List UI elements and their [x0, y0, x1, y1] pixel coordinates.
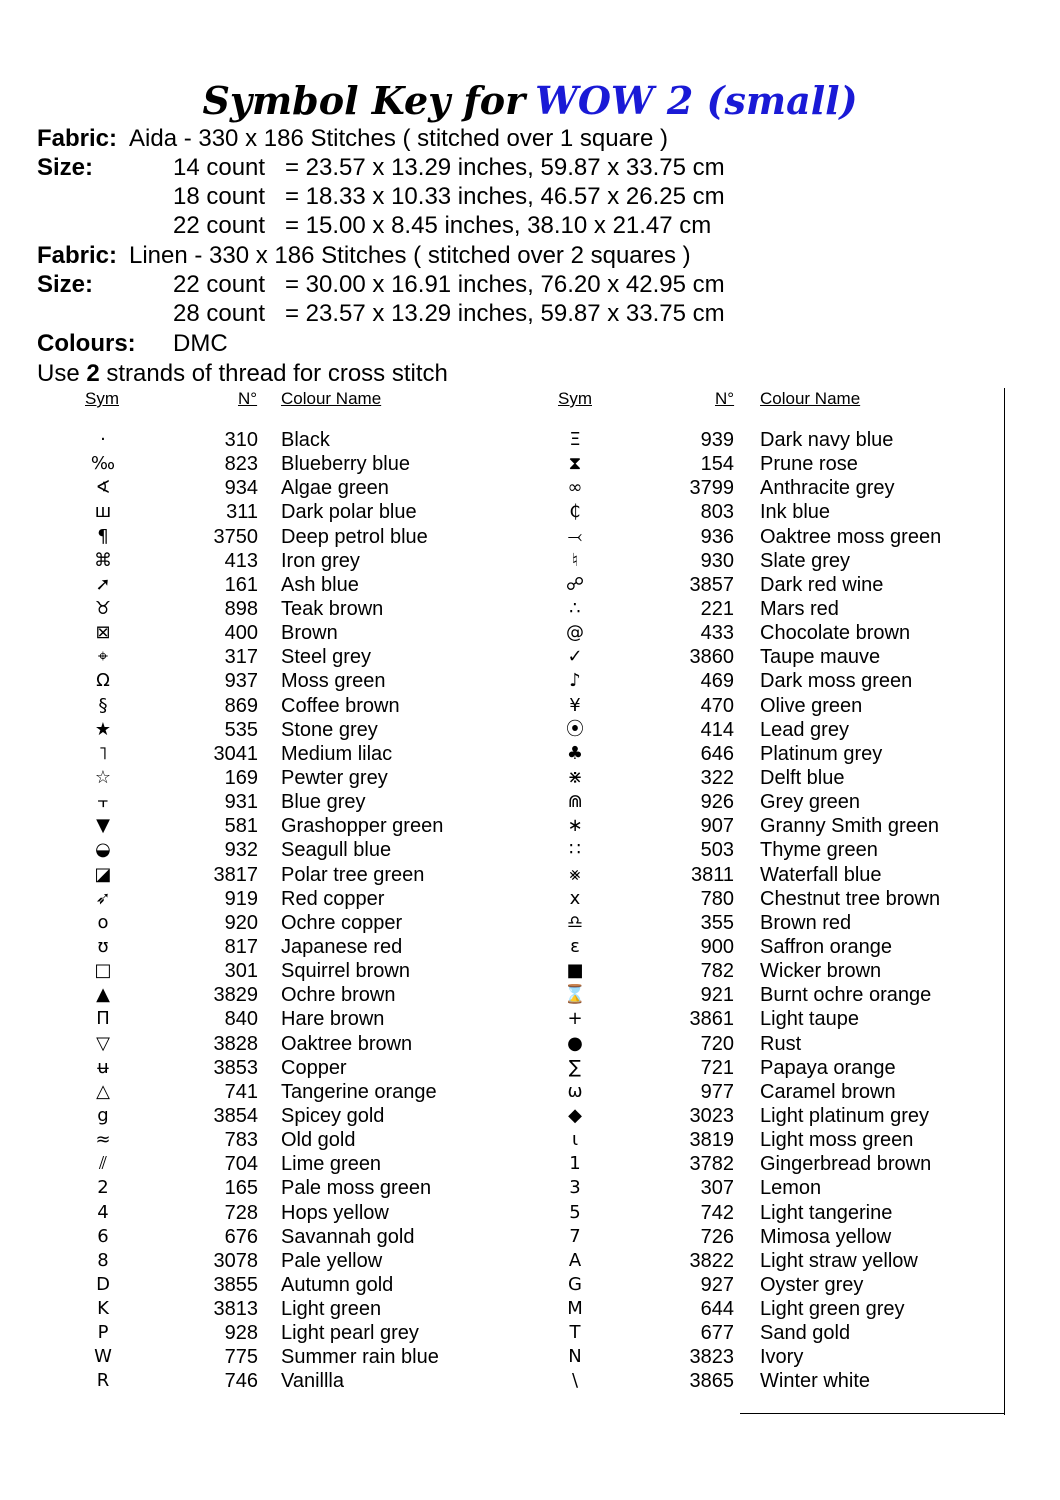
stitch-symbol: ☍ — [565, 573, 585, 595]
dmc-number: 840 — [224, 1008, 258, 1031]
dmc-number: 677 — [700, 1322, 734, 1345]
colour-name: Steel grey — [281, 646, 372, 669]
dmc-number: 900 — [700, 935, 734, 958]
stitch-symbol: ☆ — [94, 766, 112, 788]
dmc-number: 3813 — [213, 1298, 258, 1321]
stitch-symbol: ♪ — [569, 670, 581, 692]
dmc-number: 3865 — [689, 1370, 734, 1393]
colour-name: Sand gold — [760, 1322, 851, 1345]
colour-name: Ochre copper — [281, 911, 403, 934]
stitch-symbol: ˥ — [98, 742, 108, 764]
dmc-number: 3817 — [213, 863, 258, 886]
stitch-symbol: 2 — [97, 1177, 109, 1199]
colour-name: Mimosa yellow — [760, 1225, 892, 1248]
colour-name: Copper — [281, 1056, 347, 1079]
colour-name: Caramel brown — [760, 1080, 896, 1103]
dmc-number: 721 — [700, 1056, 734, 1079]
colour-name: Waterfall blue — [760, 863, 882, 886]
colour-name: Summer rain blue — [281, 1346, 439, 1369]
stitch-symbol: ★ — [94, 718, 112, 740]
dmc-number: 307 — [700, 1177, 734, 1200]
left-header-sym: Sym — [85, 389, 119, 408]
dmc-number: 3854 — [213, 1104, 258, 1127]
colour-name: Lime green — [281, 1153, 382, 1176]
colour-name: Algae green — [281, 477, 389, 500]
stitch-symbol: ♮ — [571, 549, 579, 571]
stitch-symbol: ■ — [566, 960, 584, 982]
stitch-symbol: ш — [94, 501, 112, 523]
fabric-aida-line — [37, 124, 668, 153]
dmc-number: 977 — [700, 1080, 734, 1103]
stitch-symbol: G — [568, 1273, 582, 1295]
colour-name: Vanillla — [281, 1370, 344, 1393]
colour-name: Oaktree brown — [281, 1032, 413, 1055]
dmc-number: 783 — [224, 1129, 258, 1152]
colour-name: Black — [281, 429, 330, 451]
dmc-number: 746 — [224, 1370, 258, 1393]
stitch-symbol: ∞ — [567, 477, 583, 499]
colour-name: Gingerbread brown — [760, 1153, 932, 1176]
stitch-symbol: ➚ — [95, 573, 111, 595]
size-dims: = 23.57 x 13.29 inches, 59.87 x 33.75 cm — [285, 154, 725, 181]
stitch-symbol: ε — [570, 935, 580, 957]
dmc-number: 919 — [224, 887, 258, 910]
size-count: 14 count — [173, 154, 266, 181]
dmc-number: 780 — [700, 887, 734, 910]
size-count: 22 count — [173, 271, 266, 298]
stitch-symbol: ⌖ — [97, 646, 109, 668]
dmc-number: 169 — [224, 766, 258, 789]
title-prefix: Symbol Key for — [202, 78, 526, 123]
dmc-number: 720 — [700, 1032, 734, 1055]
colour-name: Ivory — [760, 1346, 804, 1369]
left-header-num: N° — [238, 389, 258, 408]
colour-name: Light green grey — [760, 1298, 905, 1321]
colours-label: Colours: — [37, 330, 136, 357]
colour-name: Dark red wine — [760, 573, 884, 596]
fabric-aida-text: Aida - 330 x 186 Stitches ( stitched over 1 square ) — [129, 125, 668, 152]
dmc-number: 503 — [700, 839, 734, 862]
stitch-symbol: △ — [96, 1080, 110, 1102]
stitch-symbol: 7 — [569, 1225, 581, 1247]
dmc-number: 3829 — [213, 984, 258, 1007]
size-count: 28 count — [173, 300, 266, 327]
stitch-symbol: W — [94, 1346, 112, 1368]
colour-name: Oaktree moss green — [760, 525, 942, 548]
stitch-symbol: ‰ — [90, 453, 116, 475]
right-header-num: N° — [715, 389, 735, 408]
dmc-number: 932 — [224, 839, 258, 862]
stitch-symbol: ∢ — [95, 477, 111, 499]
stitch-symbol: P — [97, 1322, 109, 1344]
dmc-number: 311 — [226, 501, 258, 524]
size-dims: = 15.00 x 8.45 inches, 38.10 x 21.47 cm — [285, 212, 712, 239]
colour-name: Wicker brown — [760, 960, 882, 983]
stitch-symbol: o — [97, 911, 109, 933]
right-header-sym: Sym — [558, 389, 592, 408]
stitch-symbol: ≈ — [95, 1129, 111, 1151]
stitch-symbol: @ — [566, 622, 584, 644]
stitch-symbol: T — [569, 1322, 581, 1344]
stitch-symbol: ♉ — [94, 597, 112, 619]
colour-name: Teak brown — [281, 597, 384, 620]
stitch-symbol: ∗ — [567, 815, 583, 837]
colour-name: Stone grey — [281, 718, 378, 741]
dmc-number: 937 — [224, 670, 258, 693]
stitch-symbol: Π — [96, 1008, 110, 1030]
stitch-symbol: g — [97, 1104, 109, 1126]
dmc-number: 726 — [700, 1225, 734, 1248]
stitch-symbol: 8 — [97, 1249, 109, 1271]
colour-name: Squirrel brown — [281, 960, 410, 983]
stitch-symbol: D — [96, 1273, 110, 1295]
dmc-number: 741 — [224, 1080, 258, 1103]
colour-name: Burnt ochre orange — [760, 984, 932, 1007]
stitch-symbol: \ — [571, 1370, 579, 1392]
stitch-symbol: ▽ — [96, 1032, 110, 1054]
stitch-symbol: R — [96, 1370, 110, 1392]
size-linen-line-1 — [37, 270, 725, 299]
stitch-symbol: M — [567, 1298, 583, 1320]
stitch-symbol: 5 — [569, 1201, 581, 1223]
bottom-border-line — [740, 1413, 1005, 1414]
stitch-symbol: ω — [567, 1080, 583, 1102]
colour-name: Ochre brown — [281, 984, 396, 1007]
colour-name: Saffron orange — [760, 935, 892, 958]
stitch-symbol: ▼ — [96, 815, 110, 837]
dmc-number: 535 — [224, 718, 258, 741]
colour-name: Spicey gold — [281, 1104, 385, 1127]
stitch-symbol: § — [98, 694, 108, 716]
right-border-line — [1004, 388, 1005, 1415]
stitch-symbol: ʉ — [97, 1056, 109, 1078]
dmc-number: 927 — [700, 1273, 734, 1296]
dmc-number: 907 — [700, 815, 734, 838]
dmc-number: 3828 — [213, 1032, 258, 1055]
stitch-symbol: Ξ — [569, 429, 581, 450]
dmc-number: 317 — [224, 646, 258, 669]
stitch-symbol: ₵ — [569, 501, 581, 523]
stitch-symbol: Ω — [96, 670, 110, 692]
dmc-number: 869 — [224, 694, 258, 717]
stitch-symbol: ➶ — [95, 887, 111, 909]
dmc-number: 742 — [700, 1201, 734, 1224]
size-dims: = 23.57 x 13.29 inches, 59.87 x 33.75 cm — [285, 300, 725, 327]
stitch-symbol: + — [567, 1008, 583, 1030]
colour-name: Light tangerine — [760, 1201, 893, 1224]
stitch-symbol: ⋒ — [567, 791, 583, 813]
strands-pre: Use — [37, 360, 87, 387]
size-label: Size: — [37, 154, 94, 181]
dmc-number: 939 — [700, 429, 734, 451]
dmc-number: 782 — [700, 960, 734, 983]
dmc-number: 3041 — [213, 742, 258, 765]
dmc-number: 803 — [700, 501, 734, 524]
stitch-symbol: ¥ — [569, 694, 581, 716]
strands-line — [37, 359, 448, 388]
colour-name: Red copper — [281, 887, 385, 910]
colour-name: Oyster grey — [760, 1273, 864, 1296]
colour-name: Iron grey — [281, 549, 360, 572]
stitch-symbol: ⌛ — [563, 984, 587, 1006]
dmc-number: 433 — [700, 622, 734, 645]
size-aida-line-1 — [37, 153, 725, 182]
dmc-number: 920 — [224, 911, 258, 934]
colour-name: Grey green — [760, 791, 861, 814]
dmc-number: 154 — [700, 453, 734, 476]
dmc-number: 3860 — [689, 646, 734, 669]
stitch-symbol: ⧗ — [568, 453, 582, 475]
colour-name: Pale yellow — [281, 1249, 383, 1272]
colour-name: Light green — [281, 1298, 382, 1321]
dmc-number: 3855 — [213, 1273, 258, 1296]
colour-name: Light straw yellow — [760, 1249, 918, 1272]
dmc-number: 3023 — [689, 1104, 734, 1127]
dmc-number: 355 — [700, 911, 734, 934]
colour-name: Pale moss green — [281, 1177, 432, 1200]
colour-name: Light moss green — [760, 1129, 914, 1152]
colour-name: Ash blue — [281, 573, 359, 596]
dmc-number: 3861 — [689, 1008, 734, 1031]
stitch-symbol: 4 — [97, 1201, 109, 1223]
colour-name: Lemon — [760, 1177, 822, 1200]
colour-name: Savannah gold — [281, 1225, 415, 1248]
size-dims: = 30.00 x 16.91 inches, 76.20 x 42.95 cm — [285, 271, 725, 298]
dmc-number: 165 — [224, 1177, 258, 1200]
colour-name: Dark moss green — [760, 670, 913, 693]
stitch-symbol: K — [97, 1298, 109, 1320]
dmc-number: 898 — [224, 597, 258, 620]
colour-name: Mars red — [760, 597, 839, 620]
dmc-number: 469 — [700, 670, 734, 693]
size-count: 18 count — [173, 183, 266, 210]
dmc-number: 414 — [700, 718, 734, 741]
colour-name: Autumn gold — [281, 1273, 394, 1296]
colour-name: Blueberry blue — [281, 453, 410, 476]
colours-line — [37, 329, 228, 358]
colour-name: Coffee brown — [281, 694, 400, 717]
dmc-number: 221 — [700, 597, 734, 620]
stitch-symbol: ʊ — [97, 935, 109, 957]
colour-name: Light taupe — [760, 1008, 859, 1031]
dmc-number: 817 — [224, 935, 258, 958]
stitch-symbol: ⤙ — [567, 525, 583, 547]
dmc-number: 3853 — [213, 1056, 258, 1079]
colour-name: Thyme green — [760, 839, 878, 862]
colour-name: Slate grey — [760, 549, 851, 572]
colour-name: Platinum grey — [760, 742, 883, 765]
colour-name: Prune rose — [760, 453, 858, 476]
stitch-symbol: ♎ — [566, 911, 584, 933]
stitch-symbol: ◆ — [568, 1104, 582, 1126]
stitch-symbol: ⦿ — [566, 718, 584, 740]
stitch-symbol: □ — [94, 960, 112, 982]
stitch-symbol: ⌘ — [94, 549, 112, 571]
dmc-number: 322 — [700, 766, 734, 789]
colour-name: Anthracite grey — [760, 477, 895, 500]
stitch-symbol: ♣ — [566, 742, 584, 764]
colour-name: Lead grey — [760, 718, 849, 741]
size-label: Size: — [37, 271, 94, 298]
colour-name: Ink blue — [760, 501, 831, 524]
stitch-symbol: ¶ — [97, 525, 109, 547]
stitch-symbol: 6 — [97, 1225, 109, 1247]
stitch-symbol: · — [100, 429, 106, 450]
dmc-number: 930 — [700, 549, 734, 572]
colour-name: Rust — [760, 1032, 802, 1055]
dmc-number: 3811 — [690, 863, 734, 886]
dmc-number: 3078 — [213, 1249, 258, 1272]
dmc-number: 728 — [224, 1201, 258, 1224]
dmc-number: 823 — [224, 453, 258, 476]
colour-name: Chocolate brown — [760, 622, 911, 645]
stitch-symbol: ◒ — [95, 839, 111, 861]
dmc-number: 161 — [224, 573, 258, 596]
dmc-number: 928 — [224, 1322, 258, 1345]
dmc-number: 581 — [224, 815, 258, 838]
title-pattern-name: WOW 2 (small) — [535, 78, 858, 123]
colour-name: Medium lilac — [281, 742, 393, 765]
right-header-name: Colour Name — [760, 389, 861, 408]
stitch-symbol: A — [568, 1249, 582, 1271]
dmc-number: 3799 — [689, 477, 734, 500]
dmc-number: 301 — [224, 960, 258, 983]
stitch-symbol: ⋇ — [567, 766, 583, 788]
colour-name: Delft blue — [760, 766, 845, 789]
fabric-label: Fabric: — [37, 125, 118, 152]
stitch-symbol: ⫽ — [98, 1153, 108, 1175]
colour-name: Brown — [281, 622, 338, 645]
dmc-number: 3782 — [689, 1153, 734, 1176]
colour-name: Taupe mauve — [760, 646, 881, 669]
colour-name: Pewter grey — [281, 766, 388, 789]
stitch-symbol: 1 — [569, 1153, 581, 1175]
colour-name: Polar tree green — [281, 863, 425, 886]
stitch-symbol: ✓ — [567, 646, 583, 668]
strands-post: strands of thread for cross stitch — [99, 360, 448, 387]
colour-name: Papaya orange — [760, 1056, 896, 1079]
dmc-number: 934 — [224, 477, 258, 500]
stitch-symbol: ◪ — [94, 863, 112, 885]
dmc-number: 400 — [224, 622, 258, 645]
dmc-number: 310 — [224, 429, 258, 451]
dmc-number: 3857 — [689, 573, 734, 596]
dmc-number: 3823 — [689, 1346, 734, 1369]
stitch-symbol: ∑ — [568, 1056, 582, 1078]
colour-name: Hare brown — [281, 1008, 385, 1031]
colour-name: Grashopper green — [281, 815, 444, 838]
colour-name: Moss green — [281, 670, 386, 693]
fabric-label: Fabric: — [37, 242, 118, 269]
strands-count: 2 — [86, 360, 100, 387]
colour-name: Dark navy blue — [760, 429, 894, 451]
stitch-symbol: ⫟ — [97, 791, 109, 813]
dmc-number: 413 — [224, 549, 258, 572]
colour-name: Chestnut tree brown — [760, 887, 941, 910]
fabric-linen-line — [37, 241, 691, 270]
stitch-symbol: ∴ — [569, 597, 581, 619]
dmc-number: 676 — [224, 1225, 258, 1248]
stitch-symbol: ● — [567, 1032, 583, 1054]
dmc-number: 646 — [700, 742, 734, 765]
size-count: 22 count — [173, 212, 266, 239]
dmc-number: 936 — [700, 525, 734, 548]
dmc-number: 3750 — [213, 525, 258, 548]
colour-name: Granny Smith green — [760, 815, 939, 838]
colour-name: Old gold — [281, 1129, 356, 1152]
dmc-number: 704 — [224, 1153, 258, 1176]
dmc-number: 931 — [224, 791, 258, 814]
dmc-number: 921 — [700, 984, 734, 1007]
colour-name: Japanese red — [281, 935, 403, 958]
colour-name: Light pearl grey — [281, 1322, 419, 1345]
colour-name: Hops yellow — [281, 1201, 389, 1224]
colour-name: Winter white — [760, 1370, 871, 1393]
stitch-symbol: N — [568, 1346, 582, 1368]
colour-name: Light platinum grey — [760, 1104, 929, 1127]
fabric-linen-text: Linen - 330 x 186 Stitches ( stitched over 2 squares ) — [129, 242, 691, 269]
left-header-name: Colour Name — [281, 389, 382, 408]
stitch-symbol: ɩ — [571, 1129, 579, 1151]
dmc-number: 644 — [700, 1298, 734, 1321]
colour-name: Seagull blue — [281, 839, 392, 862]
dmc-number: 775 — [224, 1346, 258, 1369]
dmc-number: 470 — [700, 694, 734, 717]
stitch-symbol: x — [569, 887, 581, 909]
colour-name: Olive green — [760, 694, 863, 717]
dmc-number: 3822 — [689, 1249, 734, 1272]
colours-value: DMC — [173, 330, 228, 357]
colour-name: Dark polar blue — [281, 501, 417, 524]
stitch-symbol: ∷ — [569, 839, 581, 861]
stitch-symbol: 3 — [569, 1177, 581, 1199]
colour-name: Brown red — [760, 911, 852, 934]
stitch-symbol: ▲ — [96, 984, 110, 1006]
colour-name: Blue grey — [281, 791, 366, 814]
dmc-number: 3819 — [689, 1129, 734, 1152]
page-title — [0, 78, 1060, 124]
colour-name: Tangerine orange — [281, 1080, 437, 1103]
dmc-number: 926 — [700, 791, 734, 814]
colour-name: Deep petrol blue — [281, 525, 428, 548]
size-dims: = 18.33 x 10.33 inches, 46.57 x 26.25 cm — [285, 183, 725, 210]
stitch-symbol: ⊠ — [95, 622, 111, 644]
stitch-symbol: ⨳ — [569, 863, 581, 885]
